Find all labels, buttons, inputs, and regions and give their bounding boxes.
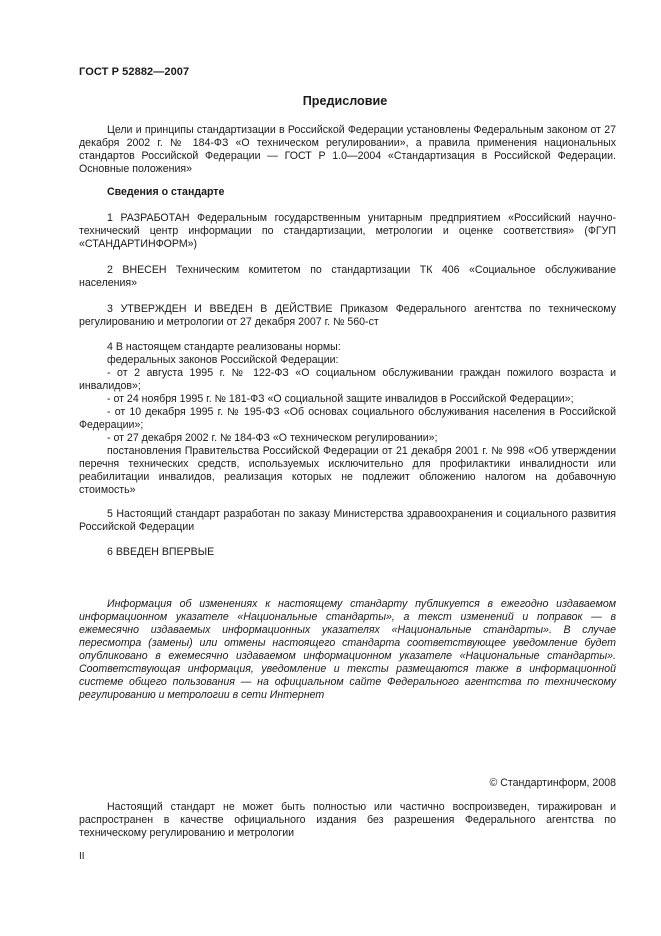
item-5 [79,508,616,534]
info-heading-block [79,186,616,199]
item-4-decree: постановления Правительства Российской Федерации от 21 декабря 2001 г. № 998 «Об утверждении перечня технических средств, используемых исключительно для профилактики инвалидности или реабилитации инвалидов, реализация которых не подлежит обложению налогом на добавочную стоимость» [79,445,616,496]
item-1-text: 1 РАЗРАБОТАН Федеральным государственным унитарным предприятием «Российский научно-технический центр информации по стандартизации, метрологии и оценке соответствия» (ФГУП «СТАНДАРТИНФОРМ») [79,212,616,250]
item-4-law-4: - от 27 декабря 2002 г. № 184-ФЗ «О техническом регулировании»; [107,432,438,444]
item-3 [79,303,616,329]
changes-notice [79,598,616,702]
reproduction-notice [79,801,616,840]
item-6-text: 6 ВВЕДЕН ВПЕРВЫЕ [107,546,215,558]
item-2 [79,264,616,290]
standard-code: ГОСТ Р 52882—2007 [79,66,190,78]
changes-notice-text: Информация об изменениях к настоящему стандарту публикуется в ежегодно издаваемом информационном указателе «Национальные стандарты», а текст изменений и поправок — в ежемесячно издаваемых информационных указателях «Национальные стандарты». В случае пересмотра (замены) или отмены настоящего стандарта соответствующее уведомление будет опубликовано в ежемесячно издаваемом информационном указателе «Национальные стандарты». Соответствующая информация, уведомление и тексты размещаются также в информационной системе общего пользования — на официальном сайте Федерального агентства по техническому регулированию и метрологии в сети Интернет [79,598,616,701]
info-heading: Сведения о стандарте [107,186,225,198]
reproduction-notice-text: Настоящий стандарт не может быть полностью или частично воспроизведен, тиражирован и распространен в качестве официального издания без разрешения Федерального агентства по техническому регулированию и метрологии [79,801,616,839]
item-3-text: 3 УТВЕРЖДЕН И ВВЕДЕН В ДЕЙСТВИЕ Приказом Федерального агентства по техническому регулированию и метрологии от 27 декабря 2007 г. № 560-ст [79,303,616,328]
item-6 [79,546,616,559]
item-4-laws-heading: федеральных законов Российской Федерации: [107,354,339,366]
intro-text: Цели и принципы стандартизации в Российской Федерации установлены Федеральным законом от 27 декабря 2002 г. № 184-ФЗ «О техническом регулировании», а правила применения национальных стандартов Российской Федерации — ГОСТ Р 1.0—2004 «Стандартизация в Российской Федерации. Основные положения» [79,124,616,175]
page-number: II [79,851,85,862]
item-5-text: 5 Настоящий стандарт разработан по заказу Министерства здравоохранения и социального развития Российской Федерации [79,508,616,533]
copyright: © Стандартинформ, 2008 [489,777,616,789]
item-4-law-3: - от 10 декабря 1995 г. № 195-ФЗ «Об основах социального обслуживания населения в Российской Федерации»; [79,406,616,431]
page-title: Предисловие [302,94,388,108]
item-4-heading: 4 В настоящем стандарте реализованы нормы: [107,341,341,353]
intro-paragraph [79,124,616,176]
item-2-text: 2 ВНЕСЕН Техническим комитетом по стандартизации ТК 406 «Социальное обслуживание населения» [79,264,616,289]
item-4-law-1: - от 2 августа 1995 г. № 122-ФЗ «О социальном обслуживании граждан пожилого возраста и инвалидов»; [79,367,616,392]
item-4 [79,341,616,497]
item-4-law-2: - от 24 ноября 1995 г. № 181-ФЗ «О социальной защите инвалидов в Российской Федерации»; [107,393,574,405]
item-1 [79,212,616,251]
